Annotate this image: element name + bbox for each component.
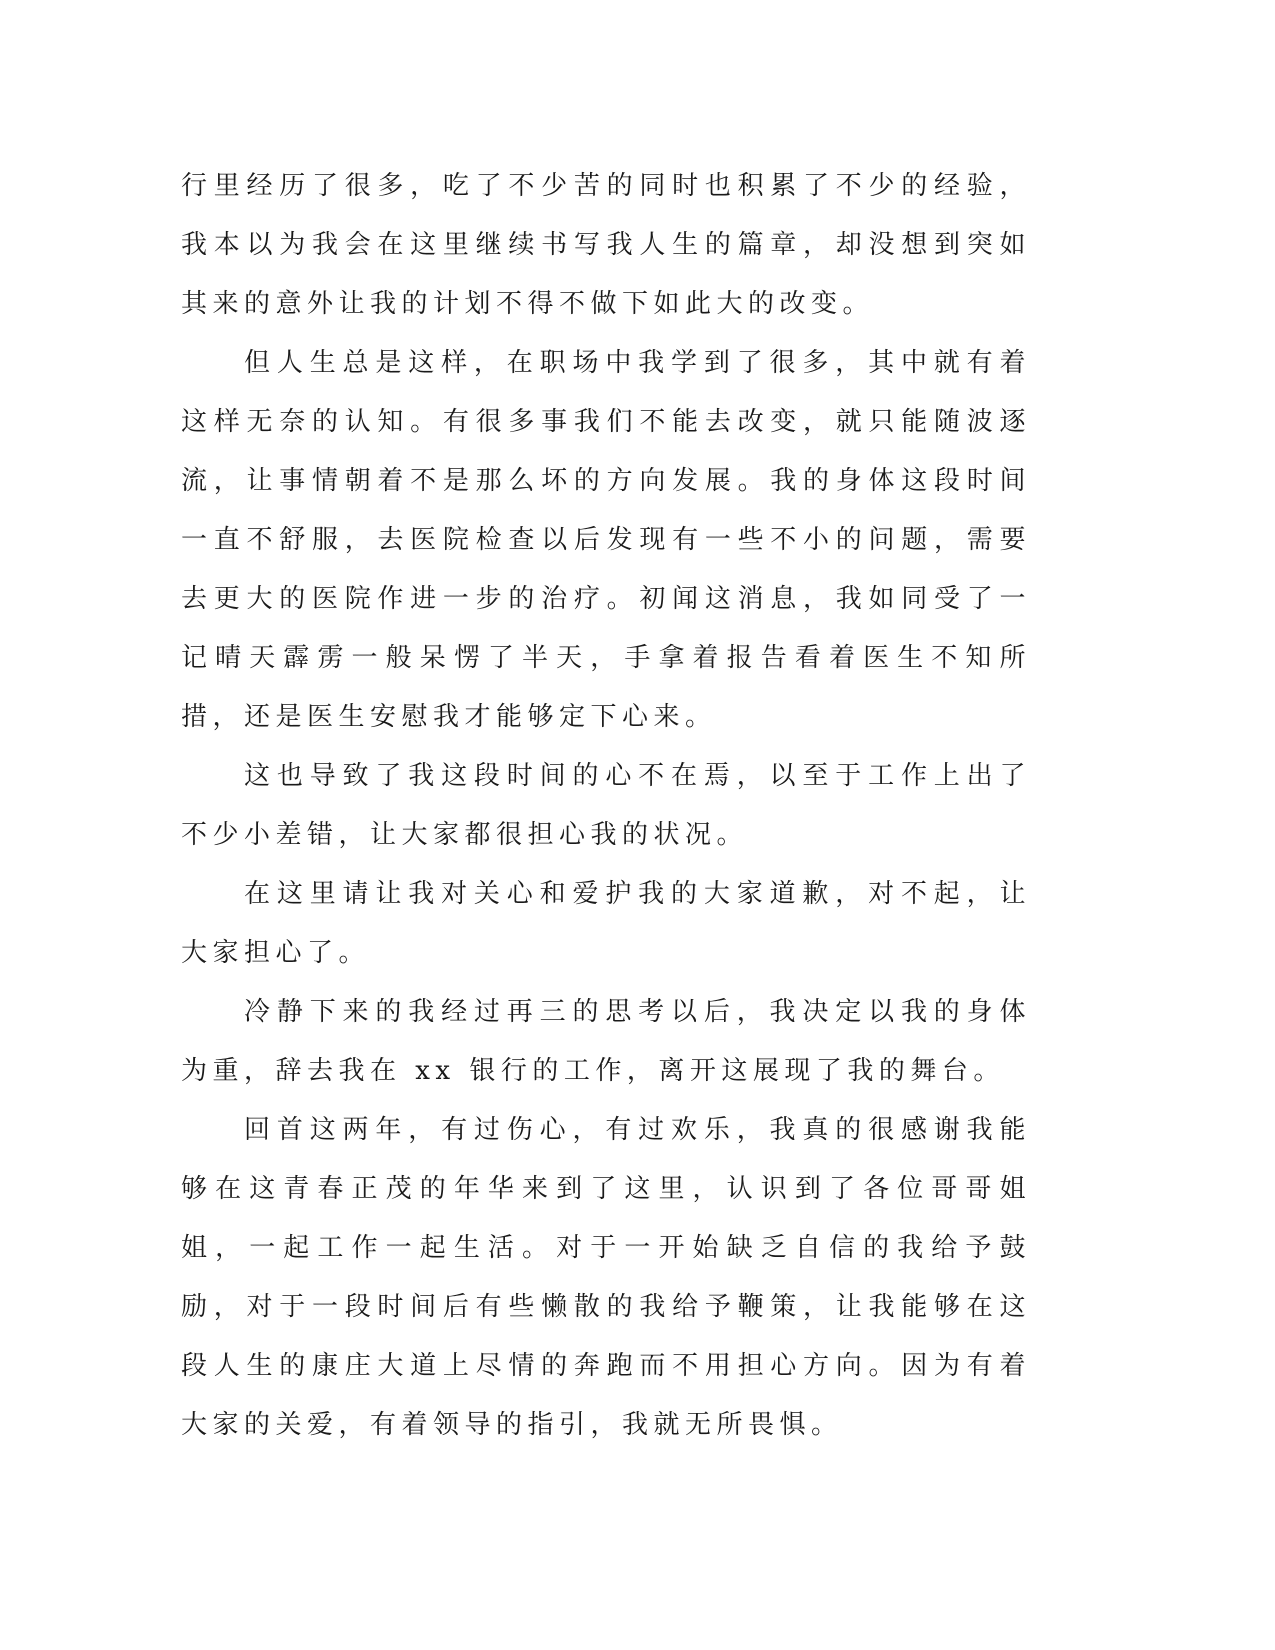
paragraph-2: 但人生总是这样，在职场中我学到了很多，其中就有着这样无奈的认知。有很多事我们不能去改变，就只能随波逐流，让事情朝着不是那么坏的方向发展。我的身体这段时间一直不舒服，去医院检查以后发现有一些不小的问题，需要去更大的医院作进一步的治疗。初闻这消息，我如同受了一记晴天霹雳一般呆愣了半天，手拿着报告看着医生不知所措，还是医生安慰我才能够定下心来。 — [181, 348, 1031, 732]
paragraph-6: 回首这两年，有过伤心，有过欢乐，我真的很感谢我能够在这青春正茂的年华来到了这里，认识到了各位哥哥姐姐，一起工作一起生活。对于一开始缺乏自信的我给予鼓励，对于一段时间后有些懒散的我给予鞭策，让我能够在这段人生的康庄大道上尽情的奔跑而不用担心方向。因为有着大家的关爱，有着领导的指引，我就无所畏惧。 — [181, 1115, 1031, 1440]
paragraph-5: 冷静下来的我经过再三的思考以后，我决定以我的身体为重，辞去我在 xx 银行的工作，离开这展现了我的舞台。 — [181, 997, 1031, 1086]
document-body — [181, 157, 1031, 1455]
paragraph-4: 在这里请让我对关心和爱护我的大家道歉，对不起，让大家担心了。 — [181, 879, 1031, 968]
paragraph-3: 这也导致了我这段时间的心不在焉，以至于工作上出了不少小差错，让大家都很担心我的状况。 — [181, 761, 1031, 850]
paragraph-1: 行里经历了很多，吃了不少苦的同时也积累了不少的经验，我本以为我会在这里继续书写我人生的篇章，却没想到突如其来的意外让我的计划不得不做下如此大的改变。 — [181, 171, 1031, 319]
